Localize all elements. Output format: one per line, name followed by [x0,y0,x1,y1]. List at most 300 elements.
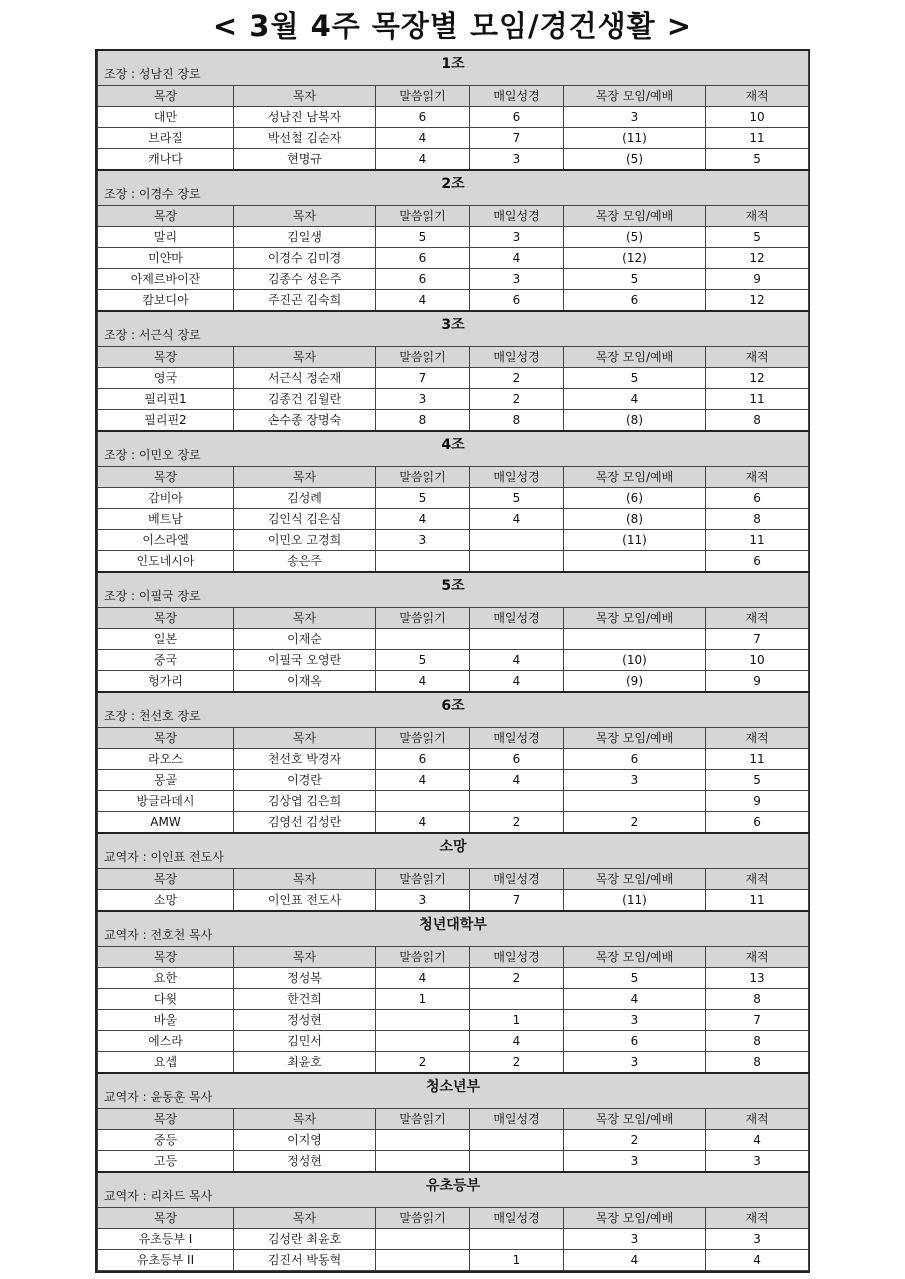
section-header-cell [98,911,809,947]
column-header-enrollment: 재적 [706,1208,809,1229]
cell-mokja: 김진서 박동혁 [234,1250,376,1271]
section-header [98,1073,809,1109]
table-row [98,1229,809,1250]
cell-mokjang: 이스라엘 [98,530,234,551]
cell-daily-bible [470,1229,564,1250]
cell-mokjang: 캐나다 [98,149,234,171]
cell-bible-reading [376,1229,470,1250]
cell-mokjang: 대만 [98,107,234,128]
cell-mokja: 최윤호 [234,1052,376,1074]
column-header-mokjang: 목장 [98,728,234,749]
column-header-row [98,467,809,488]
column-header-daily-bible: 매일성경 [470,467,564,488]
cell-enrollment: 7 [706,629,809,650]
column-header-bible-reading: 말씀읽기 [376,608,470,629]
cell-meeting-worship [564,629,706,650]
column-header-mokjang: 목장 [98,869,234,890]
cell-mokjang: 방글라데시 [98,791,234,812]
cell-daily-bible: 4 [470,509,564,530]
section-header-cell [98,170,809,206]
cell-mokja: 한건희 [234,989,376,1010]
cell-daily-bible: 4 [470,770,564,791]
column-header-mokjang: 목장 [98,1208,234,1229]
cell-bible-reading [376,551,470,573]
section-leader: 교역자 : 리차드 목사 [104,1189,213,1203]
cell-meeting-worship: (11) [564,890,706,912]
cell-enrollment: 9 [706,791,809,812]
cell-mokjang: 라오스 [98,749,234,770]
cell-daily-bible: 2 [470,968,564,989]
column-header-mokjang: 목장 [98,608,234,629]
section-leader: 교역자 : 윤동훈 목사 [104,1090,213,1104]
table-row [98,1010,809,1031]
cell-mokjang: 요셉 [98,1052,234,1074]
cell-bible-reading: 3 [376,389,470,410]
cell-meeting-worship [564,791,706,812]
column-header-enrollment: 재적 [706,1109,809,1130]
cell-meeting-worship [564,551,706,573]
table-row [98,368,809,389]
cell-daily-bible [470,629,564,650]
column-header-meeting-worship: 목장 모임/예배 [564,947,706,968]
column-header-enrollment: 재적 [706,728,809,749]
cell-daily-bible: 3 [470,227,564,248]
cell-mokjang: 중등 [98,1130,234,1151]
cell-mokja: 이재순 [234,629,376,650]
cell-mokjang: 요한 [98,968,234,989]
cell-enrollment: 8 [706,410,809,432]
column-header-bible-reading: 말씀읽기 [376,467,470,488]
cell-mokja: 서근식 정순재 [234,368,376,389]
cell-meeting-worship: 4 [564,989,706,1010]
cell-bible-reading: 6 [376,248,470,269]
cell-mokjang: 유초등부 I [98,1229,234,1250]
cell-meeting-worship: 4 [564,1250,706,1271]
section-leader: 조장 : 이필국 장로 [104,589,201,603]
column-header-enrollment: 재적 [706,869,809,890]
table-row [98,410,809,432]
column-header-daily-bible: 매일성경 [470,347,564,368]
table-body [98,51,809,1271]
column-header-row [98,206,809,227]
column-header-mokja: 목자 [234,86,376,107]
cell-mokja: 김종건 김월란 [234,389,376,410]
cell-mokja: 김일생 [234,227,376,248]
cell-enrollment: 5 [706,149,809,171]
column-header-meeting-worship: 목장 모임/예배 [564,86,706,107]
cell-enrollment: 10 [706,650,809,671]
table-row [98,389,809,410]
section-header-cell [98,572,809,608]
cell-bible-reading: 5 [376,488,470,509]
cell-enrollment: 9 [706,671,809,693]
table-row [98,269,809,290]
cell-meeting-worship: 3 [564,1052,706,1074]
cell-bible-reading: 6 [376,749,470,770]
cell-mokja: 김성란 최윤호 [234,1229,376,1250]
cell-bible-reading: 3 [376,530,470,551]
table-row [98,812,809,834]
cell-enrollment: 8 [706,1031,809,1052]
column-header-mokja: 목자 [234,347,376,368]
cell-daily-bible: 6 [470,749,564,770]
cell-daily-bible: 2 [470,812,564,834]
cell-mokja: 이경란 [234,770,376,791]
table-row [98,290,809,312]
cell-mokja: 주진곤 김숙희 [234,290,376,312]
attendance-table [97,51,809,1271]
cell-bible-reading: 5 [376,227,470,248]
table-row [98,488,809,509]
cell-mokjang: AMW [98,812,234,834]
section-header [98,692,809,728]
column-header-bible-reading: 말씀읽기 [376,728,470,749]
column-header-mokjang: 목장 [98,86,234,107]
cell-mokjang: 몽골 [98,770,234,791]
cell-meeting-worship: (10) [564,650,706,671]
cell-mokjang: 인도네시아 [98,551,234,573]
section-header-cell [98,431,809,467]
table-row [98,629,809,650]
table-row [98,107,809,128]
cell-mokjang: 다윗 [98,989,234,1010]
section-header-cell [98,692,809,728]
column-header-meeting-worship: 목장 모임/예배 [564,1109,706,1130]
section-group-name: 청년대학부 [419,917,487,933]
column-header-enrollment: 재적 [706,206,809,227]
cell-meeting-worship: 3 [564,107,706,128]
cell-mokjang: 아제르바이잔 [98,269,234,290]
column-header-row [98,1208,809,1229]
section-header [98,311,809,347]
column-header-mokja: 목자 [234,947,376,968]
column-header-mokjang: 목장 [98,1109,234,1130]
column-header-mokjang: 목장 [98,347,234,368]
cell-enrollment: 3 [706,1229,809,1250]
cell-bible-reading: 5 [376,650,470,671]
cell-daily-bible [470,791,564,812]
cell-bible-reading [376,1031,470,1052]
section-header [98,911,809,947]
section-group-name: 4조 [441,437,465,453]
cell-bible-reading: 3 [376,890,470,912]
cell-bible-reading [376,1250,470,1271]
cell-mokja: 이재옥 [234,671,376,693]
cell-daily-bible [470,530,564,551]
cell-daily-bible: 1 [470,1250,564,1271]
column-header-mokjang: 목장 [98,206,234,227]
table-row [98,968,809,989]
section-header-cell [98,1073,809,1109]
cell-enrollment: 10 [706,107,809,128]
cell-meeting-worship: (6) [564,488,706,509]
cell-daily-bible: 4 [470,248,564,269]
column-header-row [98,347,809,368]
section-header [98,572,809,608]
cell-bible-reading: 4 [376,128,470,149]
section-header [98,170,809,206]
table-row [98,227,809,248]
cell-daily-bible: 4 [470,650,564,671]
cell-mokjang: 일본 [98,629,234,650]
cell-enrollment: 6 [706,812,809,834]
table-row [98,530,809,551]
section-leader: 조장 : 서근식 장로 [104,328,201,342]
cell-mokja: 정성현 [234,1010,376,1031]
cell-meeting-worship: 6 [564,1031,706,1052]
cell-daily-bible: 2 [470,1052,564,1074]
cell-mokjang: 필리핀2 [98,410,234,432]
cell-enrollment: 5 [706,770,809,791]
cell-daily-bible: 5 [470,488,564,509]
section-group-name: 3조 [441,317,465,333]
section-group-name: 소망 [439,839,467,855]
table-row [98,890,809,912]
column-header-bible-reading: 말씀읽기 [376,869,470,890]
section-group-name: 6조 [441,698,465,714]
section-header-cell [98,311,809,347]
section-leader: 조장 : 이경수 장로 [104,187,201,201]
table-row [98,248,809,269]
column-header-daily-bible: 매일성경 [470,947,564,968]
column-header-bible-reading: 말씀읽기 [376,206,470,227]
cell-bible-reading: 8 [376,410,470,432]
cell-mokjang: 브라질 [98,128,234,149]
column-header-mokja: 목자 [234,728,376,749]
cell-enrollment: 11 [706,530,809,551]
cell-mokja: 손수종 장명숙 [234,410,376,432]
cell-mokjang: 캄보디아 [98,290,234,312]
cell-bible-reading: 6 [376,107,470,128]
cell-mokjang: 헝가리 [98,671,234,693]
cell-daily-bible [470,1151,564,1173]
cell-mokjang: 유초등부 II [98,1250,234,1271]
cell-mokja: 정성현 [234,1151,376,1173]
cell-daily-bible: 2 [470,389,564,410]
table-row [98,770,809,791]
section-group-name: 2조 [441,176,465,192]
cell-daily-bible: 1 [470,1010,564,1031]
cell-mokja: 이민오 고경희 [234,530,376,551]
cell-enrollment: 9 [706,269,809,290]
cell-mokja: 이필국 오영란 [234,650,376,671]
cell-daily-bible [470,989,564,1010]
cell-mokjang: 에스라 [98,1031,234,1052]
table-row [98,551,809,573]
cell-meeting-worship: (8) [564,410,706,432]
section-leader: 조장 : 성남진 장로 [104,67,201,81]
cell-meeting-worship: (12) [564,248,706,269]
column-header-row [98,86,809,107]
cell-meeting-worship: (11) [564,530,706,551]
section-leader: 조장 : 천선호 장로 [104,709,201,723]
cell-bible-reading: 4 [376,290,470,312]
cell-meeting-worship: 5 [564,968,706,989]
cell-daily-bible: 3 [470,149,564,171]
cell-meeting-worship: (11) [564,128,706,149]
cell-daily-bible: 7 [470,890,564,912]
cell-daily-bible: 3 [470,269,564,290]
cell-mokja: 송은주 [234,551,376,573]
table-row [98,1130,809,1151]
section-leader: 교역자 : 전호천 목사 [104,928,213,942]
cell-mokja: 이지영 [234,1130,376,1151]
cell-daily-bible: 7 [470,128,564,149]
table-row [98,1151,809,1173]
cell-daily-bible: 6 [470,290,564,312]
section-header [98,1172,809,1208]
cell-meeting-worship: 4 [564,389,706,410]
cell-mokjang: 미얀마 [98,248,234,269]
table-row [98,1250,809,1271]
cell-mokjang: 고등 [98,1151,234,1173]
attendance-sheet [95,49,810,1273]
cell-daily-bible: 6 [470,107,564,128]
column-header-daily-bible: 매일성경 [470,1208,564,1229]
column-header-daily-bible: 매일성경 [470,869,564,890]
section-header [98,51,809,86]
cell-mokja: 천선호 박경자 [234,749,376,770]
cell-meeting-worship: 5 [564,269,706,290]
column-header-meeting-worship: 목장 모임/예배 [564,1208,706,1229]
cell-bible-reading: 6 [376,269,470,290]
cell-enrollment: 6 [706,551,809,573]
cell-mokjang: 바울 [98,1010,234,1031]
column-header-row [98,1109,809,1130]
cell-enrollment: 7 [706,1010,809,1031]
section-header [98,431,809,467]
table-row [98,791,809,812]
cell-enrollment: 11 [706,128,809,149]
cell-bible-reading [376,791,470,812]
cell-mokja: 정성복 [234,968,376,989]
cell-enrollment: 11 [706,749,809,770]
cell-mokja: 김상엽 김은희 [234,791,376,812]
column-header-meeting-worship: 목장 모임/예배 [564,728,706,749]
cell-daily-bible: 4 [470,1031,564,1052]
cell-bible-reading [376,1130,470,1151]
section-group-name: 청소년부 [425,1079,481,1095]
cell-bible-reading: 2 [376,1052,470,1074]
cell-bible-reading: 4 [376,812,470,834]
cell-meeting-worship: 6 [564,749,706,770]
cell-mokja: 현명규 [234,149,376,171]
cell-bible-reading: 7 [376,368,470,389]
cell-meeting-worship: (5) [564,227,706,248]
cell-daily-bible: 2 [470,368,564,389]
cell-mokja: 김종수 성은주 [234,269,376,290]
cell-enrollment: 13 [706,968,809,989]
cell-mokja: 김민서 [234,1031,376,1052]
cell-mokjang: 베트남 [98,509,234,530]
column-header-bible-reading: 말씀읽기 [376,86,470,107]
section-header-cell [98,1172,809,1208]
column-header-row [98,947,809,968]
column-header-meeting-worship: 목장 모임/예배 [564,608,706,629]
section-header-cell [98,51,809,86]
table-row [98,149,809,171]
cell-enrollment: 12 [706,290,809,312]
table-row [98,1031,809,1052]
cell-enrollment: 4 [706,1250,809,1271]
cell-bible-reading [376,629,470,650]
cell-mokja: 이경수 김미경 [234,248,376,269]
table-row [98,671,809,693]
column-header-meeting-worship: 목장 모임/예배 [564,869,706,890]
cell-mokjang: 중국 [98,650,234,671]
table-row [98,989,809,1010]
cell-mokjang: 말리 [98,227,234,248]
section-leader: 조장 : 이민오 장로 [104,448,201,462]
column-header-mokja: 목자 [234,467,376,488]
column-header-daily-bible: 매일성경 [470,608,564,629]
column-header-enrollment: 재적 [706,467,809,488]
section-header [98,833,809,869]
cell-daily-bible [470,1130,564,1151]
column-header-bible-reading: 말씀읽기 [376,947,470,968]
cell-daily-bible: 4 [470,671,564,693]
cell-mokja: 박선철 김순자 [234,128,376,149]
column-header-enrollment: 재적 [706,86,809,107]
column-header-row [98,728,809,749]
column-header-bible-reading: 말씀읽기 [376,1208,470,1229]
cell-meeting-worship: (5) [564,149,706,171]
column-header-daily-bible: 매일성경 [470,1109,564,1130]
cell-bible-reading [376,1151,470,1173]
page-title: < 3월 4주 목장별 모임/경건생활 > [212,9,693,43]
cell-enrollment: 11 [706,890,809,912]
column-header-enrollment: 재적 [706,347,809,368]
section-group-name: 5조 [441,578,465,594]
column-header-mokjang: 목장 [98,947,234,968]
cell-bible-reading: 4 [376,671,470,693]
column-header-meeting-worship: 목장 모임/예배 [564,206,706,227]
section-header-cell [98,833,809,869]
cell-enrollment: 8 [706,989,809,1010]
column-header-bible-reading: 말씀읽기 [376,347,470,368]
cell-meeting-worship: (9) [564,671,706,693]
column-header-enrollment: 재적 [706,947,809,968]
cell-daily-bible [470,551,564,573]
column-header-mokja: 목자 [234,206,376,227]
cell-mokjang: 필리핀1 [98,389,234,410]
column-header-enrollment: 재적 [706,608,809,629]
table-row [98,509,809,530]
column-header-daily-bible: 매일성경 [470,86,564,107]
section-group-name: 1조 [441,56,465,72]
column-header-row [98,608,809,629]
cell-enrollment: 11 [706,389,809,410]
column-header-meeting-worship: 목장 모임/예배 [564,347,706,368]
cell-enrollment: 12 [706,248,809,269]
cell-mokja: 성남진 남복자 [234,107,376,128]
column-header-daily-bible: 매일성경 [470,206,564,227]
cell-meeting-worship: 3 [564,1010,706,1031]
cell-bible-reading: 1 [376,989,470,1010]
section-group-name: 유초등부 [425,1178,481,1194]
cell-meeting-worship: 5 [564,368,706,389]
cell-meeting-worship: 3 [564,1151,706,1173]
column-header-bible-reading: 말씀읽기 [376,1109,470,1130]
cell-enrollment: 3 [706,1151,809,1173]
column-header-mokja: 목자 [234,608,376,629]
cell-mokjang: 영국 [98,368,234,389]
table-row [98,128,809,149]
cell-meeting-worship: 3 [564,1229,706,1250]
cell-bible-reading: 4 [376,509,470,530]
cell-meeting-worship: 6 [564,290,706,312]
cell-mokja: 김인식 김은심 [234,509,376,530]
